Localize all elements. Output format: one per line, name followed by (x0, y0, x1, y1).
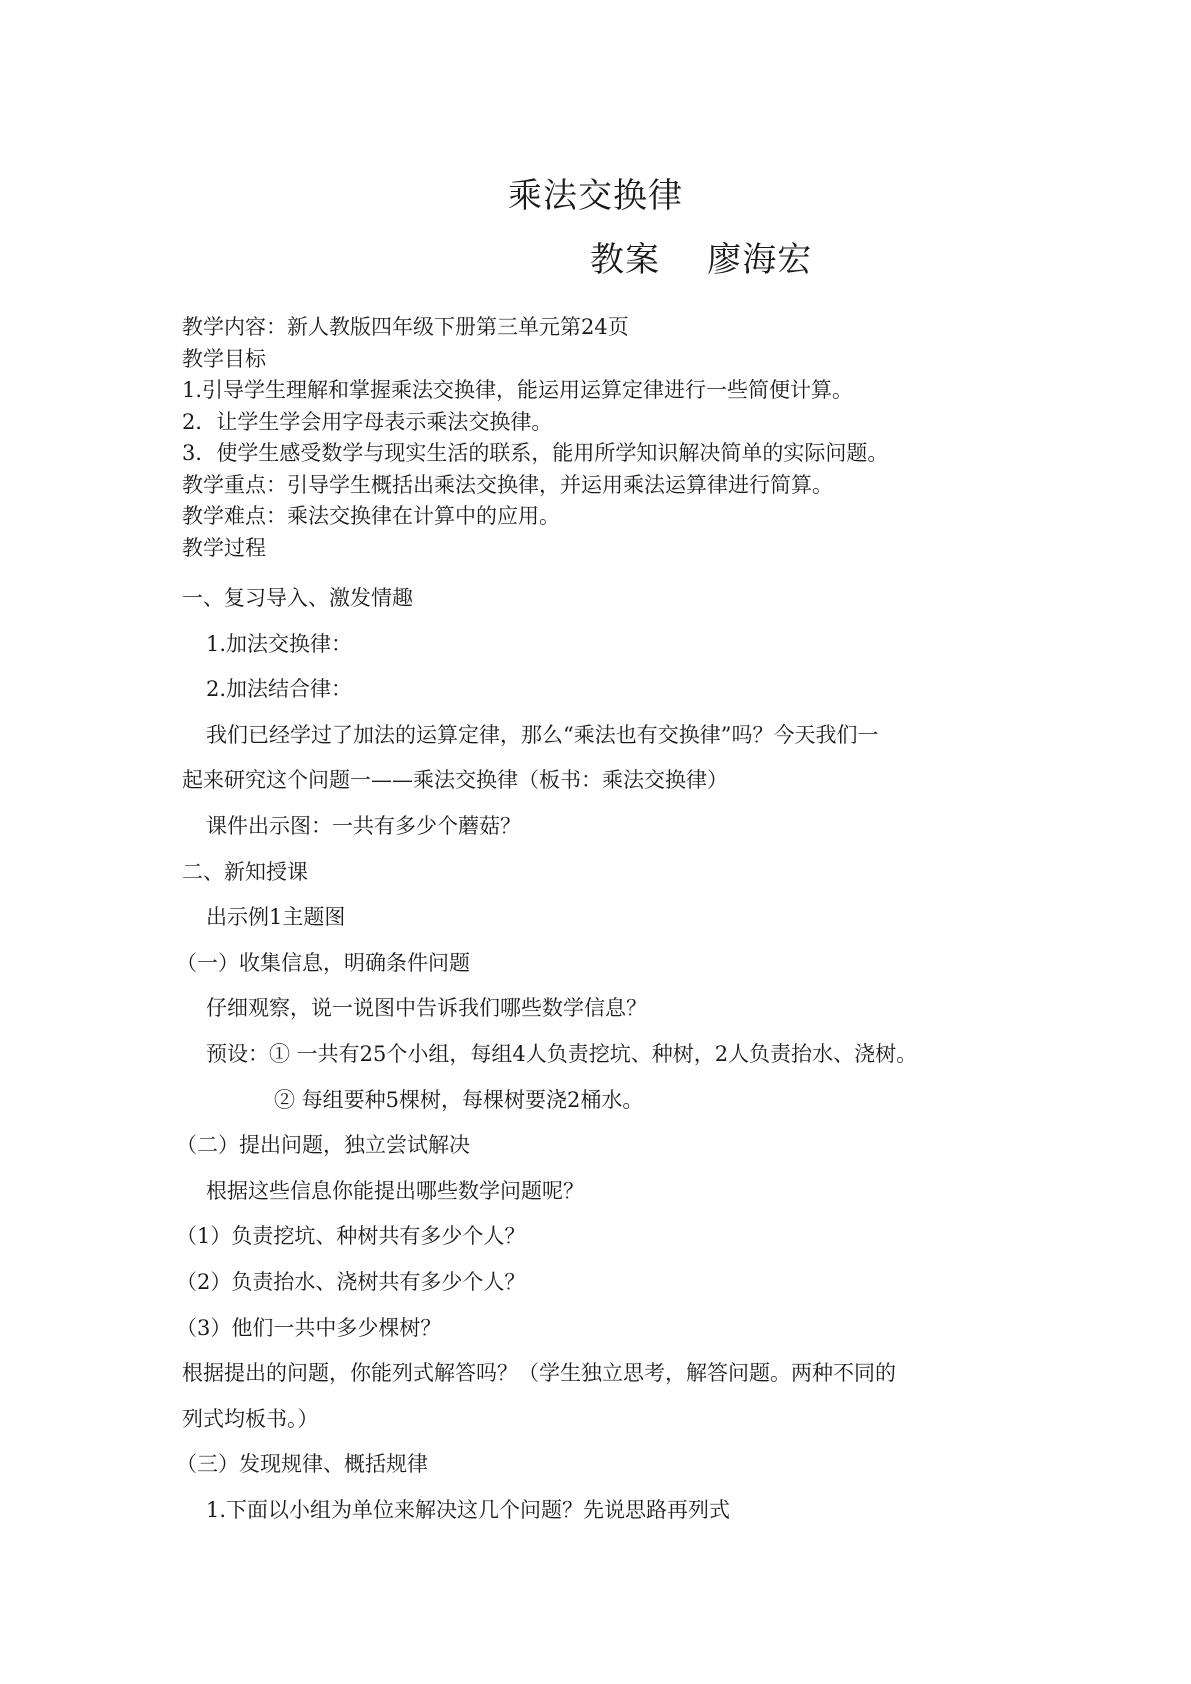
question-1: （1）负责挖坑、种树共有多少个人？ (176, 1224, 526, 1249)
subsection1-heading: （一）收集信息，明确条件问题 (176, 950, 470, 975)
question-3: （3）他们一共中多少棵树？ (176, 1315, 442, 1340)
goal-item-2: 2．让学生学会用字母表示乘法交换律。 (182, 409, 553, 434)
title-text: 乘法交换律 (508, 176, 683, 216)
example-line: 出示例1主题图 (206, 905, 346, 930)
solve-line-2: 列式均板书。） (182, 1406, 319, 1431)
review-item-1: 1.加法交换律： (206, 631, 353, 656)
document-title (0, 168, 1191, 217)
question-2: （2）负责抬水、浇树共有多少个人？ (176, 1269, 526, 1294)
review-item-2: 2.加法结合律： (206, 677, 353, 702)
ask-line: 根据这些信息你能提出哪些数学问题呢？ (206, 1178, 584, 1203)
process-block (176, 576, 1042, 1533)
courseware-line: 课件出示图：一共有多少个蘑菇？ (206, 813, 521, 838)
teaching-difficulty: 教学难点：乘法交换律在计算中的应用。 (182, 504, 560, 528)
goal-item-3: 3．使学生感受数学与现实生活的联系，能用所学知识解决简单的实际问题。 (182, 441, 889, 465)
step-1-line: 1.下面以小组为单位来解决这几个问题？先说思路再列式 (206, 1497, 731, 1522)
intro-paragraph-line-2: 起来研究这个问题一——乘法交换律（板书：乘法交换律） (182, 768, 728, 793)
preset-line-2: ② 每组要种5棵树，每棵树要浇2桶水。 (274, 1087, 644, 1112)
teaching-process-heading: 教学过程 (182, 535, 266, 560)
document-subtitle: 教案 廖海宏 (590, 240, 813, 280)
section2-heading: 二、新知授课 (182, 859, 308, 884)
subsection2-heading: （二）提出问题，独立尝试解决 (176, 1133, 470, 1158)
teaching-focus: 教学重点：引导学生概括出乘法交换律，并运用乘法运算律进行简算。 (182, 472, 833, 497)
intro-block (182, 312, 1042, 564)
section1-heading: 一、复习导入、激发情趣 (182, 586, 413, 610)
subsection3-heading: （三）发现规律、概括规律 (176, 1452, 428, 1477)
observe-line: 仔细观察，说一说图中告诉我们哪些数学信息？ (206, 996, 647, 1021)
teaching-content: 教学内容：新人教版四年级下册第三单元第24页 (182, 315, 629, 339)
intro-paragraph-line-1: 我们已经学过了加法的运算定律，那么“乘法也有交换律”吗？今天我们一 (206, 722, 879, 747)
preset-line-1: 预设：① 一共有25个小组，每组4人负责挖坑、种树，2人负责抬水、浇树。 (206, 1041, 918, 1066)
solve-line-1: 根据提出的问题，你能列式解答吗？（学生独立思考，解答问题。两种不同的 (182, 1361, 896, 1386)
goal-item-1: 1.引导学生理解和掌握乘法交换律，能运用运算定律进行一些简便计算。 (182, 378, 854, 402)
teaching-goals-heading: 教学目标 (182, 346, 266, 371)
